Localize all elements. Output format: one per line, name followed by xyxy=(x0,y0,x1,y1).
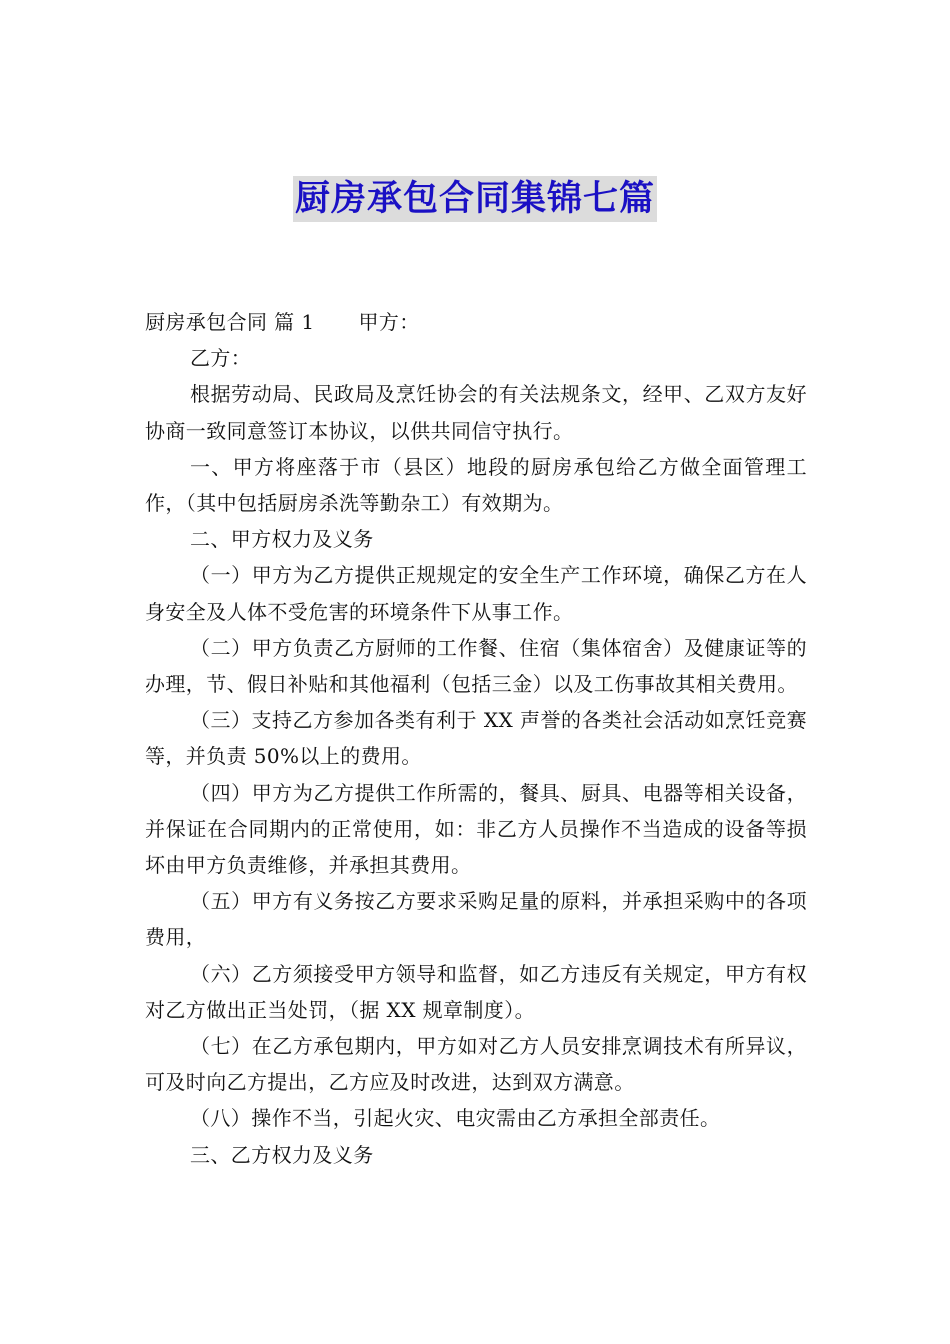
title-container xyxy=(0,176,950,222)
paragraph-item-5: （五）甲方有义务按乙方要求采购足量的原料，并承担采购中的各项费用， xyxy=(145,889,807,950)
paragraph-item-7: （七）在乙方承包期内，甲方如对乙方人员安排烹调技术有所异议，可及时向乙方提出，乙方应及时改进，达到双方满意。 xyxy=(145,1034,807,1095)
party-a-label: 甲方： xyxy=(358,310,420,334)
document-title: 厨房承包合同集锦七篇 xyxy=(293,176,657,222)
paragraph-item-8: （八）操作不当，引起火灾、电灾需由乙方承担全部责任。 xyxy=(190,1106,721,1131)
heading-party-a-rights: 二、甲方权力及义务 xyxy=(190,527,374,552)
paragraph-item-3: （三）支持乙方参加各类有利于 XX 声誉的各类社会活动如烹饪竞赛等，并负责 50%以上的费用。 xyxy=(145,708,807,769)
paragraph-preamble: 根据劳动局、民政局及烹饪协会的有关法规条文，经甲、乙双方友好协商一致同意签订本协议，以供共同信守执行。 xyxy=(145,382,807,443)
paragraph-clause-1: 一、甲方将座落于市（县区）地段的厨房承包给乙方做全面管理工作，（其中包括厨房杀洗等勤杂工）有效期为。 xyxy=(145,454,807,516)
document-body xyxy=(145,304,807,1173)
first-line xyxy=(145,304,807,340)
contract-section-label: 厨房承包合同 篇 1 xyxy=(145,310,315,334)
paragraph-item-4: （四）甲方为乙方提供工作所需的，餐具、厨具、电器等相关设备，并保证在合同期内的正常使用，如：非乙方人员操作不当造成的设备等损坏由甲方负责维修，并承担其费用。 xyxy=(145,780,807,878)
heading-party-b-rights: 三、乙方权力及义务 xyxy=(190,1142,374,1167)
paragraph-item-1: （一）甲方为乙方提供正规规定的安全生产工作环境，确保乙方在人身安全及人体不受危害的环境条件下从事工作。 xyxy=(145,563,807,624)
paragraph-item-6: （六）乙方须接受甲方领导和监督，如乙方违反有关规定，甲方有权对乙方做出正当处罚，（据 XX 规章制度）。 xyxy=(145,961,807,1022)
paragraph-item-2: （二）甲方负责乙方厨师的工作餐、住宿（集体宿舍）及健康证等的办理，节、假日补贴和其他福利（包括三金）以及工伤事故其相关费用。 xyxy=(145,635,807,697)
paragraph-party-b: 乙方： xyxy=(190,346,252,371)
